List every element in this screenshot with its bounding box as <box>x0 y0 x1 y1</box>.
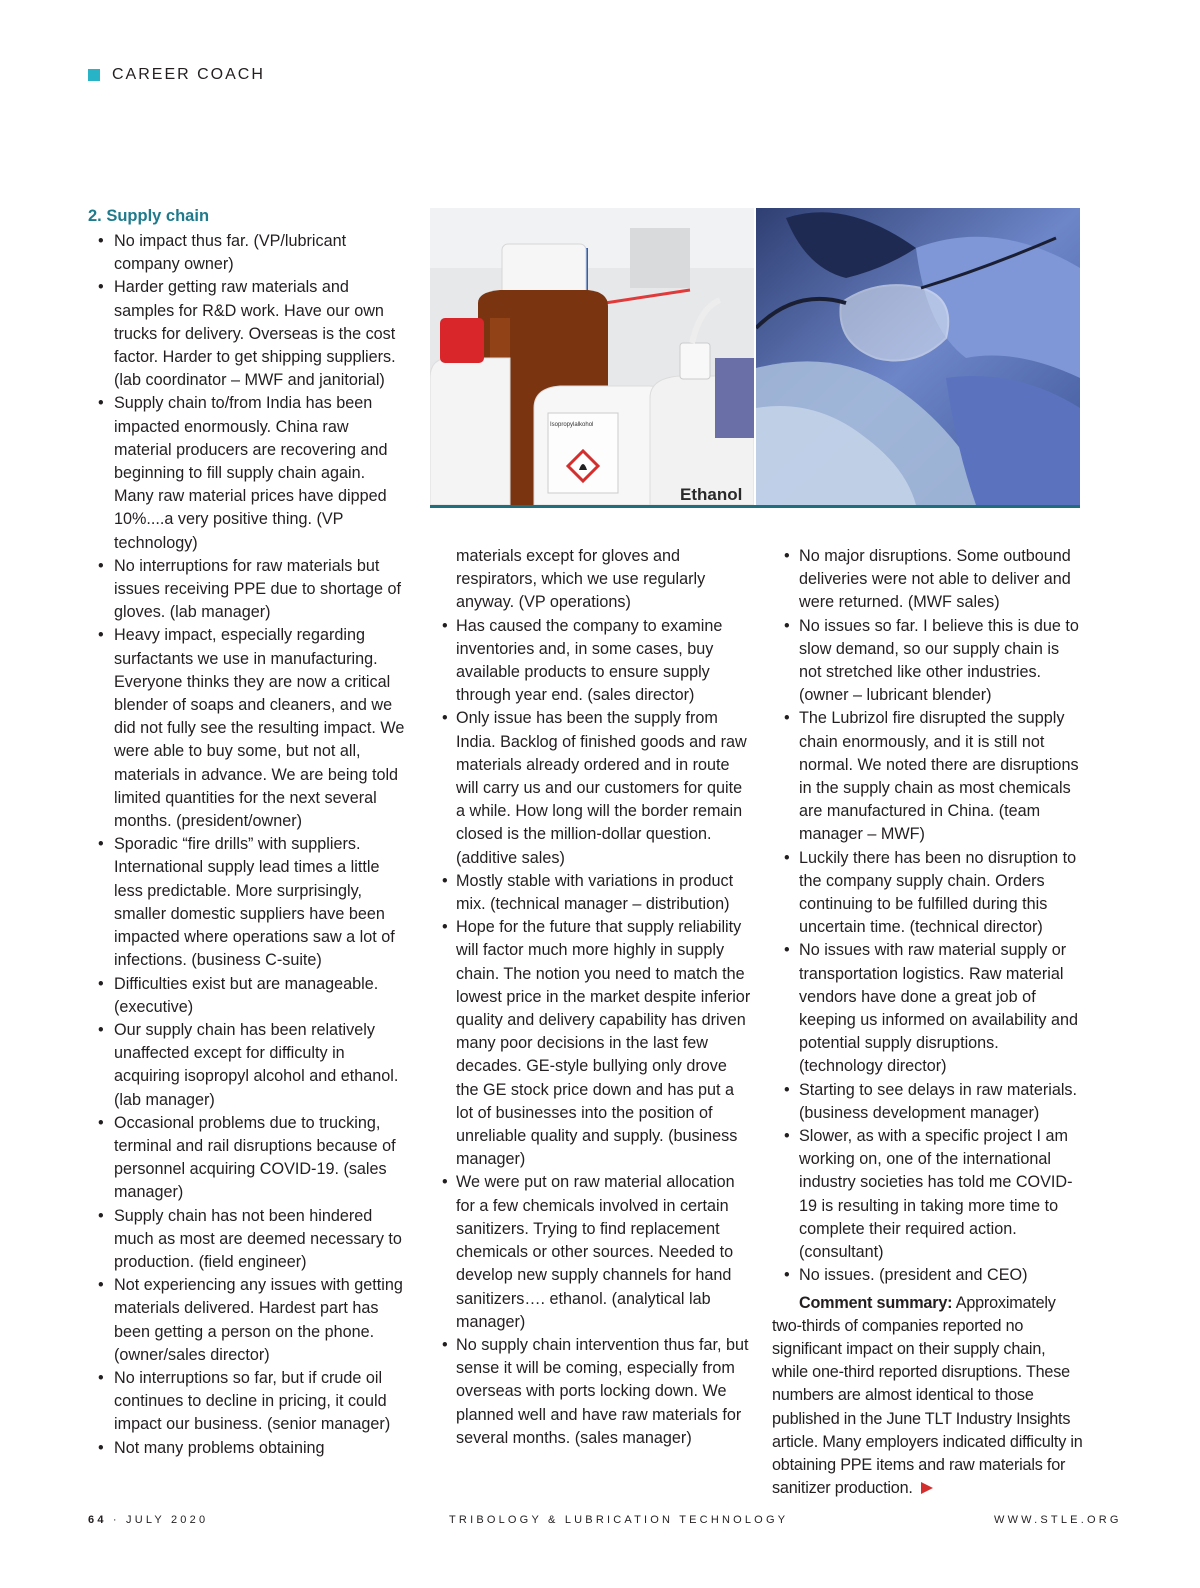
comment-summary-label: Comment summary: <box>799 1293 953 1312</box>
footer-separator: · <box>112 1514 120 1526</box>
website-link[interactable]: WWW.STLE.ORG <box>994 1514 1122 1526</box>
list-item: • Mostly stable with variations in product mix. (technical manager – distribution) <box>441 870 751 916</box>
col1-list <box>88 230 408 1460</box>
list-item: • No interruptions for raw materials but issues receiving PPE due to shortage of gloves. (lab manager) <box>88 555 408 625</box>
list-item: • Hope for the future that supply reliability will factor much more highly in supply chain. The notion you need to match the lowest price in the market despite inferior quality and delivery capability has driven many poor decisions in the last few decades. GE-style bullying only drove the GE stock price down and has put a lot of businesses into the position of unreliable quality and supply. (business manager) <box>441 916 751 1171</box>
footer-left <box>88 1514 208 1526</box>
list-item: • No interruptions so far, but if crude oil continues to decline in pricing, it could impact our business. (senior manager) <box>88 1367 408 1437</box>
list-item: • Supply chain has not been hindered much as most are deemed necessary to production. (field engineer) <box>88 1205 408 1275</box>
list-item: • Luckily there has been no disruption to the company supply chain. Orders continuing to be fulfilled during this uncertain time. (technical director) <box>772 847 1084 940</box>
list-item: • No issues so far. I believe this is due to slow demand, so our supply chain is not stretched like other industries. (owner – lubricant blender) <box>772 615 1084 708</box>
bottle-label-text: Isopropylalkohol <box>550 422 594 428</box>
list-item: • No issues. (president and CEO) <box>772 1264 1084 1287</box>
list-item: • The Lubrizol fire disrupted the supply chain enormously, and it is still not normal. We noted there are disruptions in the supply chain as most chemicals are manufactured in China. (team manager – MWF) <box>772 707 1084 846</box>
issue-date: JULY 2020 <box>126 1514 209 1526</box>
list-item: • No supply chain intervention thus far, but sense it will be coming, especially from overseas with ports locking down. We planned well and have raw materials for several months. (sales manager) <box>441 1334 751 1450</box>
photo-underline-rule <box>430 505 1080 508</box>
list-item: • Sporadic “fire drills” with suppliers. International supply lead times a little less predictable. More surprisingly, smaller domestic suppliers have been impacted where operations saw a lot of infections. (business C-suite) <box>88 833 408 972</box>
end-of-article-icon <box>921 1482 933 1494</box>
ethanol-label-text: Ethanol <box>680 485 743 504</box>
list-item: • Difficulties exist but are manageable. (executive) <box>88 973 408 1019</box>
ppe-illustration <box>756 208 1080 505</box>
column-2 <box>441 545 751 1450</box>
lab-bottles-photo <box>430 208 754 505</box>
list-item: • Not experiencing any issues with getting materials delivered. Hardest part has been getting a person on the phone. (owner/sales director) <box>88 1274 408 1367</box>
list-item: • No impact thus far. (VP/lubricant company owner) <box>88 230 408 276</box>
column-3 <box>772 545 1084 1517</box>
photo-strip <box>430 208 1080 505</box>
list-item: • Our supply chain has been relatively unaffected except for difficulty in acquiring isopropyl alcohol and ethanol. (lab manager) <box>88 1019 408 1112</box>
list-item: • Only issue has been the supply from India. Backlog of finished goods and raw materials already ordered and in route will carry us and our customers for quite a while. How long will the border remain closed is the million-dollar question. (additive sales) <box>441 707 751 869</box>
ppe-goggles-gloves-photo <box>756 208 1080 505</box>
comment-summary <box>772 1292 1084 1501</box>
section-kicker: CAREER COACH <box>112 66 265 83</box>
list-item: • No issues with raw material supply or transportation logistics. Raw material vendors have done a great job of keeping us informed on availability and potential supply disruptions. (technology director) <box>772 939 1084 1078</box>
section-heading: 2. Supply chain <box>88 207 210 225</box>
list-item: • Starting to see delays in raw materials. (business development manager) <box>772 1079 1084 1125</box>
col3-list <box>772 545 1084 1288</box>
col2-list <box>441 615 751 1450</box>
list-item: • Slower, as with a specific project I am working on, one of the international industry societies has told me COVID-19 is resulting in taking more time to complete their required action. (consultant) <box>772 1125 1084 1264</box>
section-header <box>88 64 265 86</box>
list-item: • Occasional problems due to trucking, terminal and rail disruptions because of personnel acquiring COVID-19. (sales manager) <box>88 1112 408 1205</box>
publication-name: TRIBOLOGY & LUBRICATION TECHNOLOGY <box>449 1514 789 1526</box>
list-item: • Harder getting raw materials and samples for R&D work. Have our own trucks for delivery. Overseas is the cost factor. Harder to get shipping suppliers. (lab coordinator – MWF and janitorial) <box>88 276 408 392</box>
list-item: • Has caused the company to examine inventories and, in some cases, buy available products to ensure supply through year end. (sales director) <box>441 615 751 708</box>
comment-summary-text: Approximately two-thirds of companies reported no significant impact on their supply chain, while one-third reported disruptions. These numbers are almost identical to those published in the June TLT Industry Insights article. Many employers indicated difficulty in obtaining PPE items and raw materials for sanitizer production. <box>772 1293 1083 1498</box>
list-item: • Heavy impact, especially regarding surfactants we use in manufacturing. Everyone thinks they are now a critical blender of soaps and cleaners, and we did not fully see the resulting impact. We were able to buy some, but not all, materials in advance. We are being told limited quantities for the next several months. (president/owner) <box>88 624 408 833</box>
list-item: • Not many problems obtaining <box>88 1437 408 1460</box>
column-1 <box>88 204 408 1460</box>
square-bullet-icon <box>88 69 100 81</box>
list-item: • We were put on raw material allocation for a few chemicals involved in certain sanitizers. Trying to find replacement chemicals or other sources. Needed to develop new supply channels for hand sanitizers…. ethanol. (analytical lab manager) <box>441 1171 751 1333</box>
list-item-continuation: materials except for gloves and respirators, which we use regularly anyway. (VP operations) <box>456 547 706 612</box>
page-number: 64 <box>88 1514 107 1526</box>
lab-bottles-illustration <box>430 208 754 505</box>
list-item: • No major disruptions. Some outbound deliveries were not able to deliver and were returned. (MWF sales) <box>772 545 1084 615</box>
list-item: • Supply chain to/from India has been impacted enormously. China raw material producers are recovering and beginning to fill supply chain again. Many raw material prices have dipped 10%....a very positive thing. (VP technology) <box>88 392 408 554</box>
